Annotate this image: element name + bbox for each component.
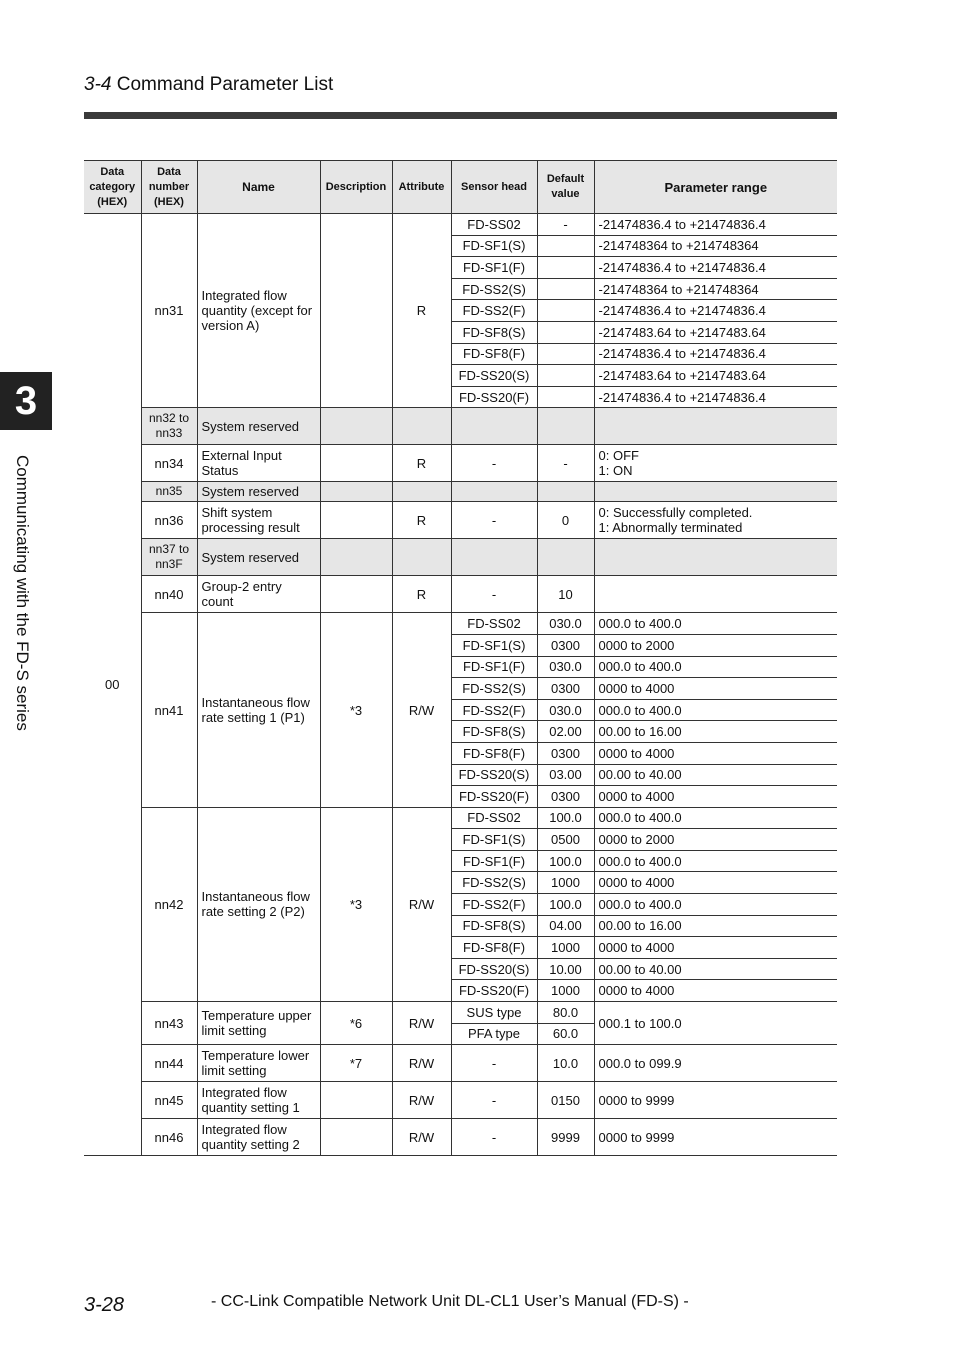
name-cell: System reserved xyxy=(197,408,320,445)
default-value-cell: 030.0 xyxy=(537,613,594,635)
attribute-cell: R xyxy=(392,576,451,613)
data-number-cell: nn43 xyxy=(141,1002,197,1045)
default-value-cell xyxy=(537,300,594,322)
default-value-cell: 030.0 xyxy=(537,699,594,721)
default-value-cell: 030.0 xyxy=(537,656,594,678)
range-cell: 0000 to 4000 xyxy=(594,742,837,764)
sensor-head-cell: - xyxy=(451,1119,537,1156)
default-value-cell: 0500 xyxy=(537,829,594,851)
empty-cell xyxy=(594,482,837,502)
sensor-head-cell: FD-SF1(F) xyxy=(451,850,537,872)
description-cell: *3 xyxy=(320,807,392,1001)
default-value-cell: 1000 xyxy=(537,872,594,894)
default-value-cell xyxy=(537,321,594,343)
description-cell: *6 xyxy=(320,1002,392,1045)
default-value-cell: 10.00 xyxy=(537,958,594,980)
empty-cell xyxy=(594,539,837,576)
default-value-cell: 100.0 xyxy=(537,850,594,872)
sensor-head-cell: FD-SS2(F) xyxy=(451,894,537,916)
name-cell: Integrated flow quantity setting 1 xyxy=(197,1082,320,1119)
section-number: 3-4 xyxy=(84,74,112,95)
default-value-cell: 80.0 xyxy=(537,1002,594,1024)
col-header-category: Data category (HEX) xyxy=(84,161,141,214)
range-cell: 0000 to 2000 xyxy=(594,634,837,656)
name-cell: Temperature upper limit setting xyxy=(197,1002,320,1045)
col-header-number: Data number (HEX) xyxy=(141,161,197,214)
sensor-head-cell: PFA type xyxy=(451,1023,537,1045)
sensor-head-cell: FD-SS2(S) xyxy=(451,678,537,700)
range-cell: 0000 to 4000 xyxy=(594,937,837,959)
range-cell: -21474836.4 to +21474836.4 xyxy=(594,386,837,408)
default-value-cell: 1000 xyxy=(537,937,594,959)
sensor-head-cell: FD-SS20(F) xyxy=(451,786,537,808)
data-number-cell: nn31 xyxy=(141,214,197,408)
sensor-head-cell: FD-SS20(F) xyxy=(451,386,537,408)
name-cell: Instantaneous flow rate setting 1 (P1) xyxy=(197,613,320,807)
manual-title: - CC-Link Compatible Network Unit DL-CL1 User’s Manual (FD-S) - xyxy=(211,1293,689,1310)
col-header-default: Default value xyxy=(537,161,594,214)
range-cell: -2147483.64 to +2147483.64 xyxy=(594,365,837,387)
data-category-cell: 00 xyxy=(84,214,141,1156)
chapter-tab: 3 xyxy=(0,372,52,430)
table-row xyxy=(84,1082,837,1119)
sensor-head-cell: FD-SF8(S) xyxy=(451,321,537,343)
col-header-description: Description xyxy=(320,161,392,214)
sensor-head-cell: FD-SF8(S) xyxy=(451,721,537,743)
sensor-head-cell: FD-SS2(S) xyxy=(451,872,537,894)
name-cell: System reserved xyxy=(197,482,320,502)
page-number: 3-28 xyxy=(84,1294,125,1316)
attribute-cell: R/W xyxy=(392,807,451,1001)
range-cell: 0000 to 4000 xyxy=(594,980,837,1002)
table-row xyxy=(84,214,837,236)
table-row xyxy=(84,1002,837,1024)
range-cell: 000.0 to 400.0 xyxy=(594,613,837,635)
data-number-cell: nn35 xyxy=(141,482,197,502)
sensor-head-cell: FD-SS20(S) xyxy=(451,764,537,786)
col-header-sensor-head: Sensor head xyxy=(451,161,537,214)
sensor-head-cell: FD-SS20(S) xyxy=(451,958,537,980)
table-row xyxy=(84,576,837,613)
default-value-cell: 0300 xyxy=(537,678,594,700)
sensor-head-cell: FD-SF1(F) xyxy=(451,656,537,678)
default-value-cell: 0300 xyxy=(537,786,594,808)
default-value-cell: - xyxy=(537,445,594,482)
range-cell: -21474836.4 to +21474836.4 xyxy=(594,300,837,322)
sensor-head-cell: FD-SS20(F) xyxy=(451,980,537,1002)
range-cell: -21474836.4 to +21474836.4 xyxy=(594,214,837,236)
description-cell xyxy=(320,502,392,539)
range-cell: 0: OFF 1: ON xyxy=(594,445,837,482)
default-value-cell xyxy=(537,386,594,408)
default-value-cell xyxy=(537,278,594,300)
empty-cell xyxy=(537,408,594,445)
range-cell: 000.1 to 100.0 xyxy=(594,1002,837,1045)
sensor-head-cell: FD-SS02 xyxy=(451,214,537,236)
col-header-attribute: Attribute xyxy=(392,161,451,214)
sensor-head-cell: - xyxy=(451,502,537,539)
data-number-cell: nn44 xyxy=(141,1045,197,1082)
default-value-cell: 03.00 xyxy=(537,764,594,786)
range-cell: -2147483.64 to +2147483.64 xyxy=(594,321,837,343)
data-number-cell: nn32 to nn33 xyxy=(141,408,197,445)
default-value-cell: 0300 xyxy=(537,634,594,656)
default-value-cell: 60.0 xyxy=(537,1023,594,1045)
empty-cell xyxy=(537,482,594,502)
attribute-cell: R/W xyxy=(392,1119,451,1156)
sensor-head-cell: FD-SS20(S) xyxy=(451,365,537,387)
data-number-cell: nn41 xyxy=(141,613,197,807)
empty-cell xyxy=(392,539,451,576)
sensor-head-cell: FD-SS2(F) xyxy=(451,699,537,721)
sensor-head-cell: - xyxy=(451,576,537,613)
default-value-cell: - xyxy=(537,214,594,236)
data-number-cell: nn45 xyxy=(141,1082,197,1119)
range-cell: 0: Successfully completed. 1: Abnormally terminated xyxy=(594,502,837,539)
name-cell: Integrated flow quantity (except for version A) xyxy=(197,214,320,408)
range-cell: 0000 to 9999 xyxy=(594,1119,837,1156)
attribute-cell: R xyxy=(392,445,451,482)
sensor-head-cell: FD-SS02 xyxy=(451,613,537,635)
attribute-cell: R/W xyxy=(392,1002,451,1045)
data-number-cell: nn42 xyxy=(141,807,197,1001)
empty-cell xyxy=(320,482,392,502)
empty-cell xyxy=(451,482,537,502)
description-cell: *7 xyxy=(320,1045,392,1082)
sensor-head-cell: FD-SF1(S) xyxy=(451,634,537,656)
description-cell xyxy=(320,445,392,482)
reserved-row xyxy=(84,539,837,576)
table-row xyxy=(84,1045,837,1082)
range-cell: -214748364 to +214748364 xyxy=(594,278,837,300)
data-number-cell: nn37 to nn3F xyxy=(141,539,197,576)
attribute-cell: R xyxy=(392,502,451,539)
col-header-range: Parameter range xyxy=(594,161,837,214)
empty-cell xyxy=(320,539,392,576)
name-cell: Integrated flow quantity setting 2 xyxy=(197,1119,320,1156)
sensor-head-cell: - xyxy=(451,445,537,482)
sensor-head-cell: FD-SS02 xyxy=(451,807,537,829)
table-row xyxy=(84,807,837,829)
table-body xyxy=(84,214,837,1156)
sensor-head-cell: FD-SF8(S) xyxy=(451,915,537,937)
sensor-head-cell: - xyxy=(451,1045,537,1082)
empty-cell xyxy=(594,408,837,445)
description-cell xyxy=(320,1082,392,1119)
default-value-cell: 100.0 xyxy=(537,894,594,916)
attribute-cell: R/W xyxy=(392,613,451,807)
range-cell: -21474836.4 to +21474836.4 xyxy=(594,257,837,279)
table-header-row xyxy=(84,161,837,214)
default-value-cell: 0 xyxy=(537,502,594,539)
default-value-cell: 1000 xyxy=(537,980,594,1002)
default-value-cell: 0150 xyxy=(537,1082,594,1119)
empty-cell xyxy=(320,408,392,445)
range-cell: 00.00 to 16.00 xyxy=(594,915,837,937)
sensor-head-cell: FD-SS2(F) xyxy=(451,300,537,322)
data-number-cell: nn40 xyxy=(141,576,197,613)
default-value-cell: 10.0 xyxy=(537,1045,594,1082)
data-number-cell: nn36 xyxy=(141,502,197,539)
table-row xyxy=(84,613,837,635)
range-cell: 0000 to 4000 xyxy=(594,678,837,700)
range-cell: 0000 to 9999 xyxy=(594,1082,837,1119)
range-cell: 0000 to 2000 xyxy=(594,829,837,851)
empty-cell xyxy=(537,539,594,576)
sensor-head-cell: FD-SF8(F) xyxy=(451,742,537,764)
sensor-head-cell: FD-SF1(S) xyxy=(451,235,537,257)
reserved-row xyxy=(84,482,837,502)
table-row xyxy=(84,502,837,539)
data-number-cell: nn46 xyxy=(141,1119,197,1156)
empty-cell xyxy=(392,408,451,445)
header-rule xyxy=(84,112,837,119)
chapter-side-label: Communicating with the FD-S series xyxy=(13,455,32,731)
attribute-cell: R/W xyxy=(392,1082,451,1119)
default-value-cell: 04.00 xyxy=(537,915,594,937)
default-value-cell: 0300 xyxy=(537,742,594,764)
range-cell: 000.0 to 400.0 xyxy=(594,656,837,678)
table-row xyxy=(84,445,837,482)
default-value-cell: 9999 xyxy=(537,1119,594,1156)
name-cell: Group-2 entry count xyxy=(197,576,320,613)
sensor-head-cell: - xyxy=(451,1082,537,1119)
range-cell: 0000 to 4000 xyxy=(594,872,837,894)
range-cell: 000.0 to 400.0 xyxy=(594,807,837,829)
attribute-cell: R xyxy=(392,214,451,408)
default-value-cell: 10 xyxy=(537,576,594,613)
default-value-cell: 100.0 xyxy=(537,807,594,829)
range-cell: 000.0 to 400.0 xyxy=(594,699,837,721)
range-cell xyxy=(594,576,837,613)
empty-cell xyxy=(451,539,537,576)
empty-cell xyxy=(392,482,451,502)
name-cell: Temperature lower limit setting xyxy=(197,1045,320,1082)
default-value-cell: 02.00 xyxy=(537,721,594,743)
sensor-head-cell: FD-SF8(F) xyxy=(451,343,537,365)
sensor-head-cell: FD-SS2(S) xyxy=(451,278,537,300)
default-value-cell xyxy=(537,343,594,365)
range-cell: 00.00 to 16.00 xyxy=(594,721,837,743)
description-cell: *3 xyxy=(320,613,392,807)
command-parameter-table xyxy=(84,160,837,1156)
range-cell: -214748364 to +214748364 xyxy=(594,235,837,257)
col-header-name: Name xyxy=(197,161,320,214)
range-cell: 00.00 to 40.00 xyxy=(594,958,837,980)
name-cell: Shift system processing result xyxy=(197,502,320,539)
name-cell: External Input Status xyxy=(197,445,320,482)
section-title xyxy=(84,74,333,96)
range-cell: 0000 to 4000 xyxy=(594,786,837,808)
description-cell xyxy=(320,576,392,613)
reserved-row xyxy=(84,408,837,445)
range-cell: 000.0 to 400.0 xyxy=(594,894,837,916)
data-number-cell: nn34 xyxy=(141,445,197,482)
name-cell: System reserved xyxy=(197,539,320,576)
section-title-text: Command Parameter List xyxy=(116,74,334,95)
default-value-cell xyxy=(537,257,594,279)
table-row xyxy=(84,1119,837,1156)
sensor-head-cell: FD-SF1(S) xyxy=(451,829,537,851)
range-cell: 000.0 to 099.9 xyxy=(594,1045,837,1082)
range-cell: 00.00 to 40.00 xyxy=(594,764,837,786)
description-cell xyxy=(320,214,392,408)
range-cell: -21474836.4 to +21474836.4 xyxy=(594,343,837,365)
range-cell: 000.0 to 400.0 xyxy=(594,850,837,872)
sensor-head-cell: FD-SF8(F) xyxy=(451,937,537,959)
default-value-cell xyxy=(537,365,594,387)
default-value-cell xyxy=(537,235,594,257)
name-cell: Instantaneous flow rate setting 2 (P2) xyxy=(197,807,320,1001)
attribute-cell: R/W xyxy=(392,1045,451,1082)
description-cell xyxy=(320,1119,392,1156)
empty-cell xyxy=(451,408,537,445)
sensor-head-cell: FD-SF1(F) xyxy=(451,257,537,279)
sensor-head-cell: SUS type xyxy=(451,1002,537,1024)
